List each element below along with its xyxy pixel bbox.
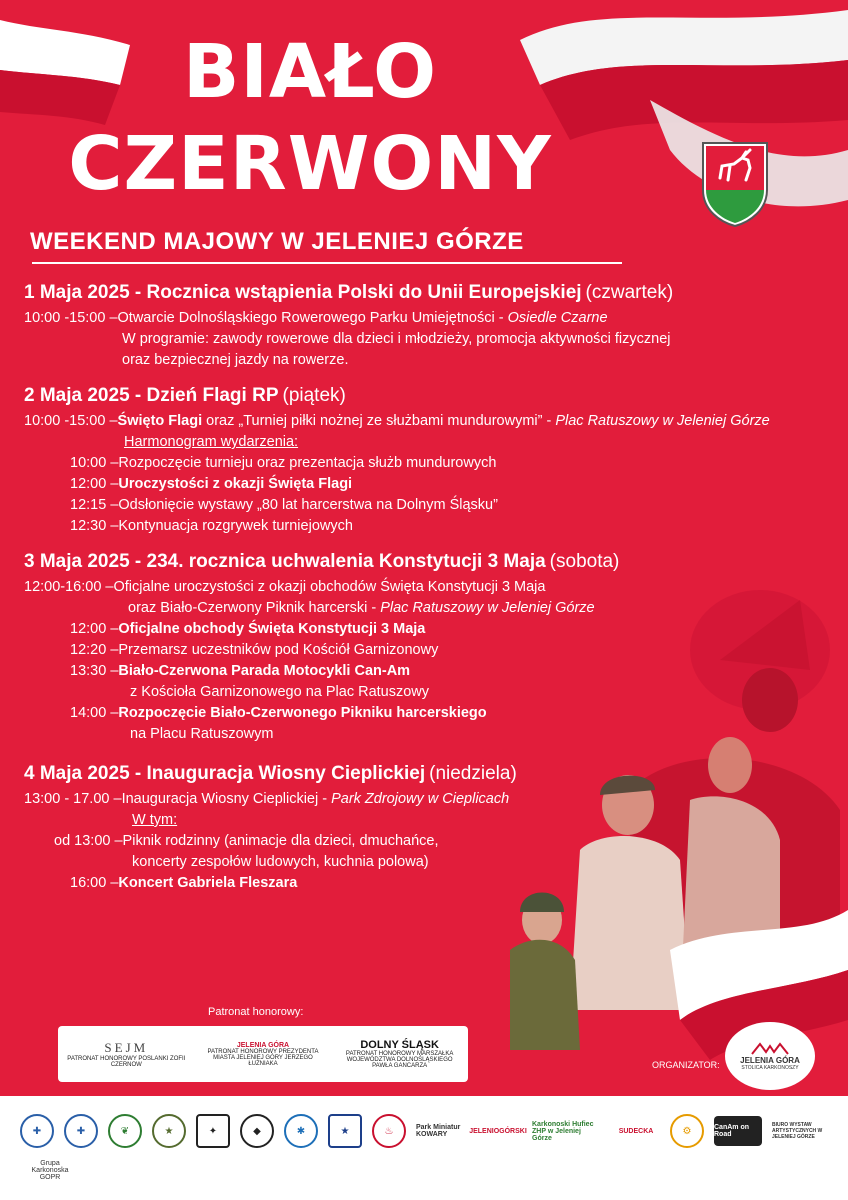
- event-text: Święto Flagi: [117, 413, 203, 429]
- dolny-slask-logo: [340, 1039, 460, 1069]
- day-sep: -: [129, 282, 147, 303]
- gopr-label: Grupa Karkonoska GOPR: [31, 1160, 69, 1181]
- event-time: 14:00 –: [70, 705, 119, 721]
- event-description: [118, 873, 824, 894]
- hufiec-zhp-logo: Karkonoski Hufiec ZHP w Jeleniej Górze: [532, 1120, 594, 1142]
- event-text: Rozpoczęcie turnieju oraz prezentacja służb mundurowych: [118, 455, 497, 471]
- event-description: [118, 661, 824, 682]
- event-time: 12:30 –: [70, 518, 119, 534]
- event-description: [114, 577, 825, 598]
- event-text: Osiedle Czarne: [507, 310, 608, 326]
- event-description: [123, 831, 824, 852]
- event-description: [118, 453, 824, 474]
- event-time: 12:15 –: [70, 497, 119, 513]
- event-time: 12:00 –: [70, 476, 119, 492]
- forest-logo-icon: ❦: [108, 1114, 142, 1148]
- title-line-2: CZERWONY: [68, 121, 552, 207]
- sejm-name: SEJM: [104, 1040, 149, 1055]
- event-time: 12:20 –: [70, 642, 119, 658]
- schedule-row: [24, 411, 824, 432]
- event-text: Biało-Czerwona Parada Motocykli Can-Am: [118, 663, 411, 679]
- day-name: 234. rocznica uchwalenia Konstytucji 3 Maja: [146, 551, 546, 572]
- subtitle-underline: [32, 262, 622, 264]
- event-description: [128, 598, 824, 619]
- event-time: 10:00 –: [70, 455, 119, 471]
- event-text: Otwarcie Dolnośląskiego Rowerowego Parku Umiejętności -: [117, 310, 508, 326]
- jelenia-gora-crest-icon: [700, 140, 770, 228]
- schedule-row: [24, 350, 824, 371]
- event-description: [122, 789, 824, 810]
- event-text: W tym:: [132, 812, 178, 828]
- schedule-row: [24, 577, 824, 598]
- day-sep: -: [129, 551, 147, 572]
- jelenia-gora-patron-caption: PATRONAT HONOROWY PREZYDENTA MIASTA JELENIEJ GÓRY JERZEGO ŁUŻNIAKA: [207, 1048, 319, 1067]
- gopr-logo-icon: ✚: [20, 1114, 54, 1148]
- schedule-row: [24, 495, 824, 516]
- event-text: Rozpoczęcie Biało-Czerwonego Pikniku harcerskiego: [118, 705, 487, 721]
- day-sep: -: [129, 385, 147, 406]
- schedule-row: [24, 682, 824, 703]
- police-logo-icon: ✦: [196, 1114, 230, 1148]
- day-name: Inauguracja Wiosny Cieplickiej: [146, 763, 426, 784]
- day-weekday: (sobota): [549, 551, 620, 572]
- schedule-row: [24, 724, 824, 745]
- day-weekday: (piątek): [282, 385, 346, 406]
- organizer-tagline: STOLICA KARKONOSZY: [741, 1064, 799, 1071]
- day-heading: [24, 547, 824, 577]
- event-time: od 13:00 –: [54, 833, 123, 849]
- police-badge-icon: ★: [328, 1114, 362, 1148]
- day-name: Rocznica wstąpienia Polski do Unii Europejskiej: [146, 282, 582, 303]
- day-heading: [24, 381, 824, 411]
- antlers-icon: [750, 1042, 790, 1056]
- event-description: [132, 852, 824, 873]
- event-time: 10:00 -15:00 –: [24, 310, 118, 326]
- event-text: Oficjalne uroczystości z okazji obchodów Święta Konstytucji 3 Maja: [113, 579, 546, 595]
- jelenia-gora-patron-name: JELENIA GÓRA: [236, 1041, 290, 1049]
- event-text: oraz bezpiecznej jazdy na rowerze.: [122, 352, 349, 368]
- schedule-row: [24, 703, 824, 724]
- sponsor-strip: [0, 1096, 848, 1200]
- schedule-row: [24, 873, 824, 894]
- schedule-row: [24, 789, 824, 810]
- event-text: Uroczystości z okazji Święta Flagi: [118, 476, 353, 492]
- event-text: Koncert Gabriela Fleszara: [118, 875, 298, 891]
- motorcycle-club-logo-icon: ⚙: [670, 1114, 704, 1148]
- event-description: [124, 432, 824, 453]
- day-heading: [24, 278, 824, 308]
- border-guard-logo-icon: ◆: [240, 1114, 274, 1148]
- event-description: [132, 810, 824, 831]
- schedule-row: [24, 852, 824, 873]
- day-block: [24, 278, 824, 371]
- day-block: [24, 381, 824, 537]
- patron-logos: [58, 1026, 468, 1082]
- event-description: [118, 474, 824, 495]
- jkk-logo: JELENIOGÓRSKI: [469, 1127, 527, 1135]
- bwa-logo: BIURO WYSTAW ARTYSTYCZNYCH W JELENIEJ GÓRZE: [772, 1122, 823, 1140]
- event-text: oraz „Turniej piłki nożnej ze służbami mundurowymi” -: [202, 413, 556, 429]
- event-text: oraz Biało-Czerwony Piknik harcerski -: [128, 600, 381, 616]
- schedule-row: [24, 831, 824, 852]
- event-time: 10:00 -15:00 –: [24, 413, 118, 429]
- event-time: 12:00 –: [70, 621, 119, 637]
- day-block: [24, 759, 824, 894]
- event-description: [118, 619, 824, 640]
- event-text: Park Zdrojowy w Cieplicach: [331, 791, 510, 807]
- day-weekday: (niedziela): [429, 763, 517, 784]
- schedule-row: [24, 474, 824, 495]
- day-name: Dzień Flagi RP: [146, 385, 279, 406]
- event-description: [122, 350, 824, 371]
- schedule-row: [24, 619, 824, 640]
- patron-label: Patronat honorowy:: [208, 1006, 304, 1018]
- event-description: [118, 495, 824, 516]
- event-time: 16:00 –: [70, 875, 119, 891]
- fire-brigade-logo-icon: ♨: [372, 1114, 406, 1148]
- event-text: na Placu Ratuszowym: [130, 726, 274, 742]
- title-line-1: BIAŁO: [183, 29, 437, 115]
- event-time: 12:00-16:00 –: [24, 579, 114, 595]
- schedule-row: [24, 308, 824, 329]
- sejm-caption: PATRONAT HONOROWY POSLANKI ZOFII CZERNOW: [67, 1056, 186, 1068]
- event-text: Plac Ratuszowy w Jeleniej Górze: [555, 413, 770, 429]
- event-text: Harmonogram wydarzenia:: [124, 434, 299, 450]
- schedule: [24, 278, 824, 904]
- event-text: Kontynuacja rozgrywek turniejowych: [118, 518, 353, 534]
- subtitle: WEEKEND MAJOWY W JELENIEJ GÓRZE: [30, 228, 524, 255]
- day-block: [24, 547, 824, 745]
- event-text: z Kościoła Garnizonowego na Plac Ratuszowy: [130, 684, 430, 700]
- canam-logo: CanAm on Road: [714, 1116, 762, 1146]
- event-description: [130, 724, 824, 745]
- organizer-name: JELENIA GÓRA: [740, 1055, 800, 1065]
- event-text: Piknik rodzinny (animacje dla dzieci, dmuchańce,: [122, 833, 439, 849]
- medical-logo-icon: ✱: [284, 1114, 318, 1148]
- event-text: Oficjalne obchody Święta Konstytucji 3 Maja: [118, 621, 426, 637]
- event-text: Odsłonięcie wystawy „80 lat harcerstwa na Dolnym Śląsku”: [118, 497, 498, 513]
- schedule-row: [24, 598, 824, 619]
- event-description: [118, 516, 824, 537]
- schedule-row: [24, 329, 824, 350]
- dolny-slask-name: DOLNY ŚLĄSK: [360, 1039, 439, 1051]
- jelenia-gora-patron-logo: [203, 1042, 323, 1067]
- schedule-row: [24, 661, 824, 682]
- schedule-row: [24, 516, 824, 537]
- event-description: [130, 682, 824, 703]
- event-description: [122, 329, 824, 350]
- organizer-label: ORGANIZATOR:: [652, 1060, 720, 1070]
- army-logo-icon: ★: [152, 1114, 186, 1148]
- dolny-slask-caption: PATRONAT HONOROWY MARSZAŁKA WOJEWÓDZTWA DOLNOŚLĄSKIEGO PAWŁA GANCARZA: [345, 1051, 454, 1069]
- event-description: [118, 640, 824, 661]
- event-text: Inauguracja Wiosny Cieplickiej -: [121, 791, 332, 807]
- organizer-logo: [725, 1022, 815, 1090]
- event-time: 13:30 –: [70, 663, 119, 679]
- schedule-row: [24, 453, 824, 474]
- schedule-row: [24, 810, 824, 831]
- day-weekday: (czwartek): [585, 282, 674, 303]
- day-date: 4 Maja 2025: [24, 763, 130, 784]
- event-time: 13:00 - 17.00 –: [24, 791, 122, 807]
- event-text: koncerty zespołów ludowych, kuchnia polowa): [132, 854, 429, 870]
- rescue-logo-icon: ✚: [64, 1114, 98, 1148]
- day-heading: [24, 759, 824, 789]
- park-miniatur-logo: Park Miniatur KOWARY: [416, 1124, 461, 1138]
- event-text: Przemarsz uczestników pod Kościół Garnizonowy: [118, 642, 439, 658]
- day-sep: -: [129, 763, 147, 784]
- event-text: W programie: zawody rowerowe dla dzieci i młodzieży, promocja aktywności fizycznej: [122, 331, 671, 347]
- schedule-row: [24, 432, 824, 453]
- sejm-logo: [66, 1040, 186, 1068]
- schedule-row: [24, 640, 824, 661]
- event-description: [118, 411, 824, 432]
- day-date: 2 Maja 2025: [24, 385, 130, 406]
- event-text: Plac Ratuszowy w Jeleniej Górze: [380, 600, 595, 616]
- event-description: [118, 703, 824, 724]
- day-date: 1 Maja 2025: [24, 282, 130, 303]
- event-description: [118, 308, 824, 329]
- day-date: 3 Maja 2025: [24, 551, 130, 572]
- sudecka-logo: SUDECKA: [618, 1127, 654, 1135]
